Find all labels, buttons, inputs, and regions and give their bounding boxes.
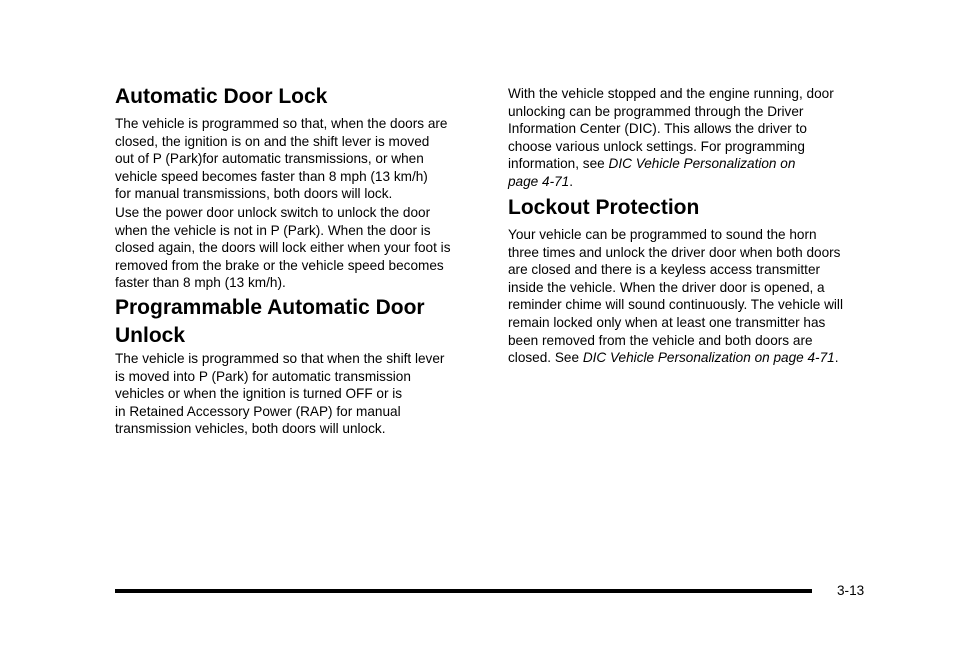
paragraph-text: With the vehicle stopped and the engine running, door unlocking can be programmed through the Driver Information Center (DIC). This allows the driver to choose various unlock settings. For programming information, see [508,86,834,172]
page-number: 3-13 [837,583,865,598]
heading-lockout-protection: Lockout Protection [508,196,700,219]
heading-programmable-automatic-door-unlock [115,294,480,350]
heading-line-1: Programmable Automatic Door [115,296,425,319]
paragraph-text: Your vehicle can be programmed to sound the horn three times and unlock the driver door when both doors are closed and there is a keyless access transmitter inside the vehicle. When the driver door is opened, a reminder chime will sound continuously. The vehicle will remain locked only when at least one transmitter has been removed from the vehicle and both doors are closed. See [508,227,843,366]
paragraph-automatic-door-lock-intro: The vehicle is programmed so that, when the doors are closed, the ignition is on and the shift lever is moved out of P (Park)for automatic transmissions, or when vehicle speed becomes faster than 8 mph (13 km/h) for manual transmissions, both doors will lock. [115,116,448,202]
cross-reference-link[interactable]: DIC Vehicle Personalization on page 4-71 [508,156,796,189]
paragraph-end: . [569,173,574,189]
paragraph-programmable-unlock: The vehicle is programmed so that when the shift lever is moved into P (Park) for automatic transmission vehicles or when the ignition is turned OFF or is in Retained Accessory Power (RAP) for manual transmission vehicles, both doors will unlock. [115,351,445,437]
footer-rule [115,589,812,593]
paragraph-end: . [834,350,839,366]
heading-automatic-door-lock: Automatic Door Lock [115,85,328,108]
heading-line-2: Unlock [115,324,186,347]
paragraph-power-door-unlock: Use the power door unlock switch to unlock the door when the vehicle is not in P (Park). When the door is closed again, the doors will lock either when your foot is removed from the brake or the vehicle speed becomes faster than 8 mph (13 km/h). [115,205,451,291]
paragraph-dic-unlock-programming [508,85,876,191]
cross-reference-link[interactable]: DIC Vehicle Personalization on page 4-71 [582,350,835,366]
paragraph-lockout-protection [508,226,876,367]
